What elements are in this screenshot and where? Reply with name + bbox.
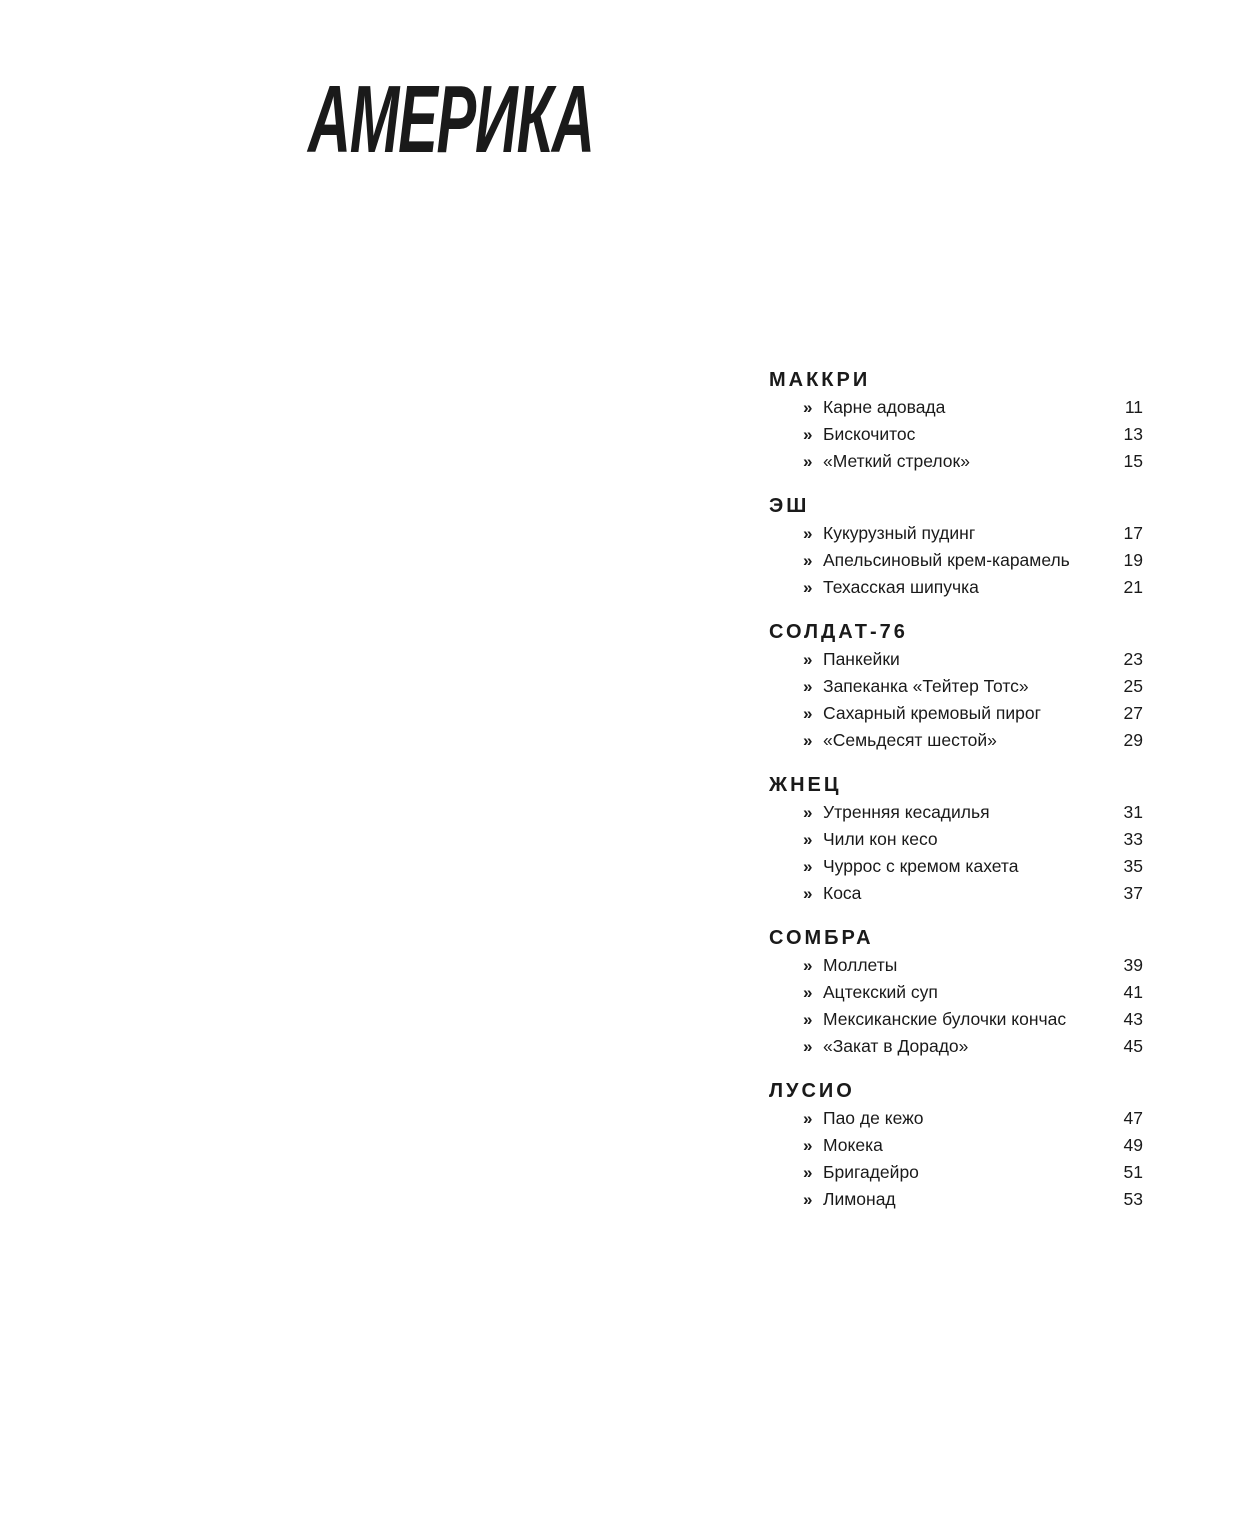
bullet-icon: » [803,983,813,1002]
entry-label: Мексиканские булочки кончас [823,1009,1067,1029]
entry-label: Апельсиновый крем-карамель [823,550,1070,570]
toc-entry[interactable] [769,1105,1143,1132]
entry-page-number: 37 [1123,883,1143,903]
table-of-contents [769,366,1143,1213]
entry-label: Чили кон кесо [823,829,938,849]
bullet-icon: » [803,425,813,444]
section-heading: СОМБРА [769,927,874,949]
toc-entry[interactable] [769,826,1143,853]
bullet-icon: » [803,803,813,822]
toc-list [769,1105,1143,1213]
toc-section [769,771,1143,907]
entry-label: Сахарный кремовый пирог [823,703,1041,723]
bullet-icon: » [803,956,813,975]
toc-list [769,799,1143,907]
section-heading: СОЛДАТ-76 [769,621,908,643]
entry-label: «Семьдесят шестой» [823,730,997,750]
entry-page-number: 49 [1123,1135,1143,1155]
entry-page-number: 17 [1123,523,1143,543]
entry-page-number: 47 [1123,1108,1143,1128]
bullet-icon: » [803,830,813,849]
entry-page-number: 41 [1123,982,1143,1002]
bullet-icon: » [803,1109,813,1128]
entry-page-number: 33 [1123,829,1143,849]
toc-entry[interactable] [769,673,1143,700]
toc-section [769,924,1143,1060]
bullet-icon: » [803,551,813,570]
toc-entry[interactable] [769,421,1143,448]
toc-entry[interactable] [769,448,1143,475]
entry-label: Моллеты [823,955,898,975]
toc-list [769,394,1143,475]
bullet-icon: » [803,452,813,471]
toc-entry[interactable] [769,574,1143,601]
toc-entry[interactable] [769,799,1143,826]
entry-label: Чуррос с кремом кахета [823,856,1019,876]
entry-page-number: 13 [1123,424,1143,444]
section-heading: МАККРИ [769,369,871,391]
section-heading: ЖНЕЦ [769,774,842,796]
toc-entry[interactable] [769,646,1143,673]
bullet-icon: » [803,1010,813,1029]
bullet-icon: » [803,704,813,723]
toc-list [769,520,1143,601]
bullet-icon: » [803,857,813,876]
entry-label: Пао де кежо [823,1108,924,1128]
toc-section [769,366,1143,475]
section-heading: ЭШ [769,495,810,517]
toc-entry[interactable] [769,394,1143,421]
entry-page-number: 25 [1123,676,1143,696]
entry-page-number: 45 [1123,1036,1143,1056]
bullet-icon: » [803,884,813,903]
entry-page-number: 39 [1123,955,1143,975]
entry-page-number: 43 [1123,1009,1143,1029]
entry-label: Бригадейро [823,1162,919,1182]
entry-label: «Закат в Дорадо» [823,1036,969,1056]
entry-page-number: 53 [1123,1189,1143,1209]
entry-label: Мокека [823,1135,883,1155]
toc-entry[interactable] [769,727,1143,754]
entry-page-number: 15 [1123,451,1143,471]
bullet-icon: » [803,1163,813,1182]
entry-page-number: 19 [1123,550,1143,570]
toc-entry[interactable] [769,700,1143,727]
toc-entry[interactable] [769,979,1143,1006]
toc-entry[interactable] [769,880,1143,907]
section-heading: ЛУСИО [769,1080,855,1102]
toc-entry[interactable] [769,853,1143,880]
bullet-icon: » [803,398,813,417]
entry-page-number: 51 [1123,1162,1143,1182]
entry-label: Запеканка «Тейтер Тотс» [823,676,1029,696]
toc-entry[interactable] [769,1159,1143,1186]
bullet-icon: » [803,1190,813,1209]
bullet-icon: » [803,731,813,750]
entry-page-number: 29 [1123,730,1143,750]
bullet-icon: » [803,578,813,597]
entry-page-number: 27 [1123,703,1143,723]
entry-page-number: 35 [1123,856,1143,876]
toc-entry[interactable] [769,1006,1143,1033]
entry-label: Утренняя кесадилья [823,802,990,822]
toc-list [769,952,1143,1060]
entry-label: Коса [823,883,862,903]
bullet-icon: » [803,1136,813,1155]
toc-entry[interactable] [769,952,1143,979]
toc-list [769,646,1143,754]
entry-label: Карне адовада [823,397,946,417]
entry-page-number: 31 [1123,802,1143,822]
page-title: АМЕРИКА [308,66,594,173]
bullet-icon: » [803,650,813,669]
entry-label: Техасская шипучка [823,577,979,597]
bullet-icon: » [803,524,813,543]
toc-entry[interactable] [769,1033,1143,1060]
entry-page-number: 11 [1124,397,1143,417]
entry-label: Кукурузный пудинг [823,523,976,543]
toc-entry[interactable] [769,1132,1143,1159]
toc-entry[interactable] [769,520,1143,547]
entry-label: Панкейки [823,649,900,669]
toc-entry[interactable] [769,1186,1143,1213]
bullet-icon: » [803,1037,813,1056]
entry-label: Ацтекский суп [823,982,938,1002]
toc-entry[interactable] [769,547,1143,574]
toc-section [769,1077,1143,1213]
entry-label: Бискочитос [823,424,916,444]
toc-section [769,492,1143,601]
entry-label: «Меткий стрелок» [823,451,970,471]
bullet-icon: » [803,677,813,696]
toc-section [769,618,1143,754]
entry-page-number: 23 [1123,649,1143,669]
entry-page-number: 21 [1123,577,1143,597]
entry-label: Лимонад [823,1189,896,1209]
